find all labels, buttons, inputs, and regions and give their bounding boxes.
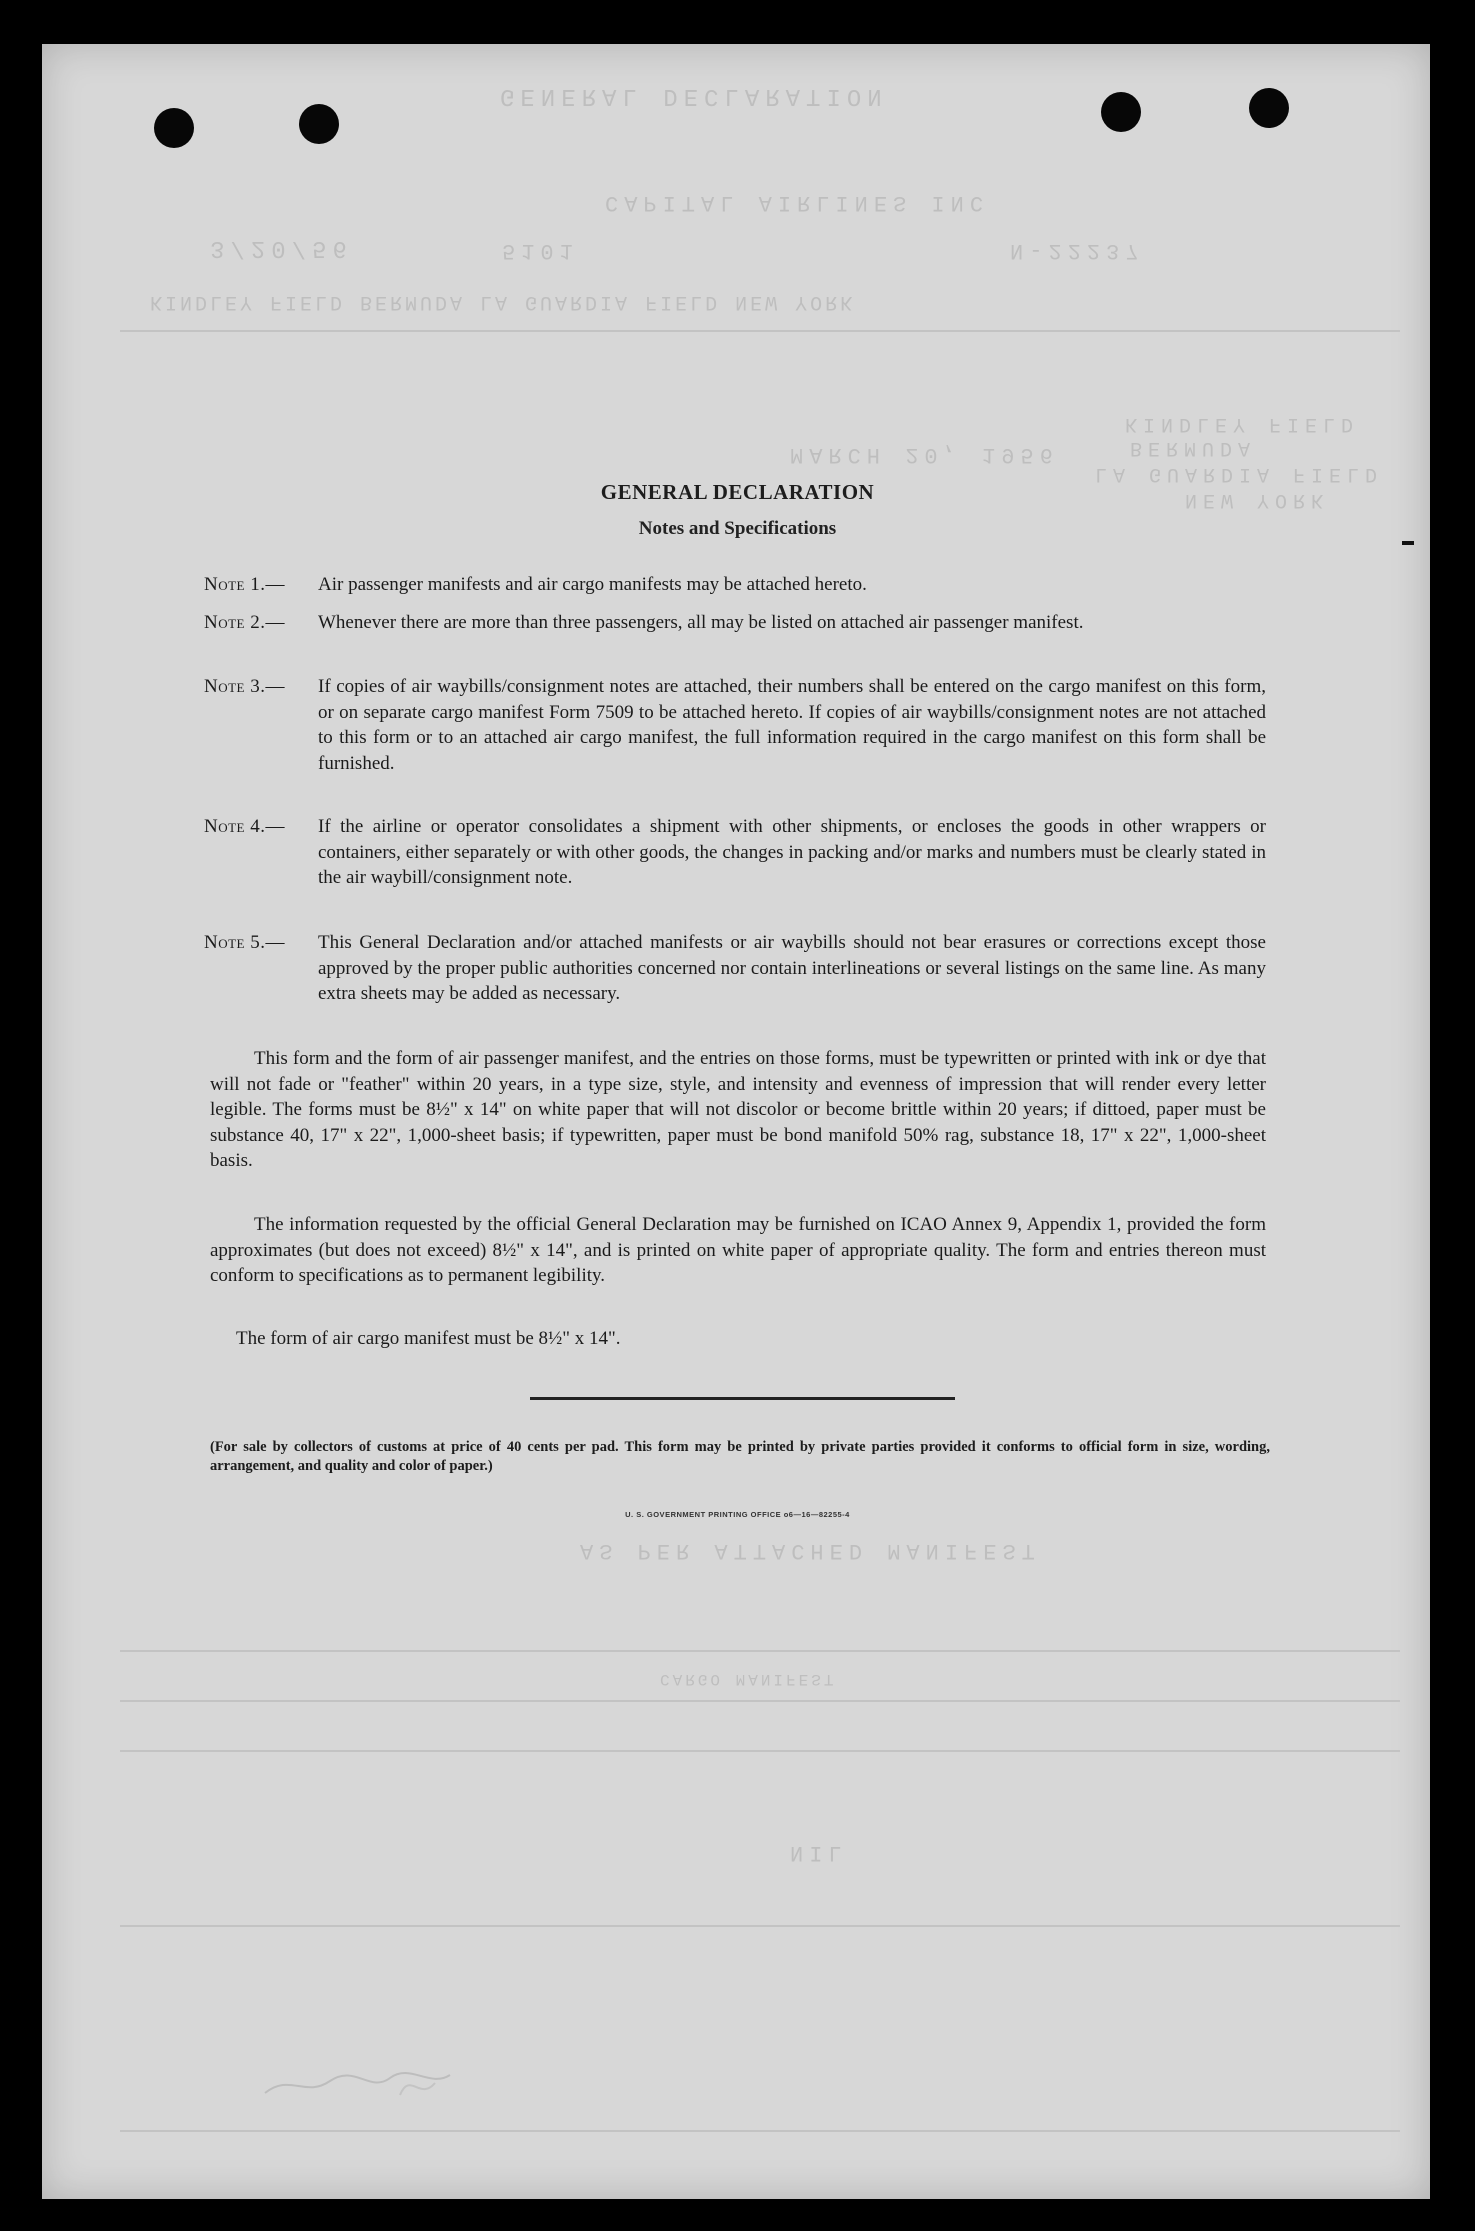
punch-hole-right-2 [1249,88,1289,128]
ghost-place-3: LA GUARDIA FIELD [1095,462,1384,485]
ghost-registration: N-22237 [1010,238,1145,263]
ghost-rule-2 [120,1650,1400,1652]
punch-hole-left-1 [154,108,194,148]
note-text: Whenever there are more than three passengers, all may be listed on attached air passenger manifest. [318,612,1084,633]
note-label: Note 3.— [204,676,285,697]
note-text: Air passenger manifests and air cargo manifests may be attached hereto. [318,574,867,595]
ghost-date-long: MARCH 20, 1956 [790,442,1059,467]
note-4 [204,814,1266,891]
ghost-airline: CAPITAL AIRLINES INC [605,190,990,215]
ghost-place-1: KINDLEY FIELD [1125,412,1360,435]
note-label: Note 1.— [204,574,285,595]
printer-line: U. S. GOVERNMENT PRINTING OFFICE o6—16—82255-4 [625,1510,850,1519]
ghost-flight: 5101 [502,238,579,263]
ghost-place-2: BERMUDA [1130,436,1257,459]
ghost-route: KINDLEY FIELD BERMUDA LA GUARDIA FIELD NEW YORK [150,290,856,313]
ghost-rule-5 [120,1925,1400,1927]
note-text: If the airline or operator consolidates a shipment with other shipments, or encloses the goods in other wrappers or containers, either separately or with other goods, the changes in packing and/or marks and numbers must be clearly stated in the air waybill/consignment note. [318,816,1266,888]
ghost-rule-3 [120,1700,1400,1702]
punch-hole-right-1 [1101,92,1141,132]
ghost-cargo-manifest: CARGO MANIFEST [660,1670,837,1688]
edge-mark [1402,541,1414,545]
cargo-manifest-paragraph: The form of air cargo manifest must be 8½" x 14". [236,1328,621,1349]
note-3 [204,674,1266,776]
ghost-date: 3/20/56 [210,234,353,261]
punch-hole-left-2 [299,104,339,144]
note-label: Note 5.— [204,932,285,953]
note-text: If copies of air waybills/consignment notes are attached, their numbers shall be entered on the cargo manifest on this form, or on separate cargo manifest Form 7509 to be attached hereto. If copies of air waybills/consignment notes are not attached to this form or to an attached air cargo manifest, the full information required in the cargo manifest on this form shall be furnished. [318,676,1266,774]
page-title: GENERAL DECLARATION [600,480,875,504]
icao-paragraph: The information requested by the official General Declaration may be furnished on ICAO Annex 9, Appendix 1, provided the form approximates (but does not exceed) 8½" x 14", and is printed on white paper of appropriate quality. The form and entries thereon must conform to specifications as to permanent legibility. [210,1214,1266,1286]
ghost-nil: NIL [790,1840,848,1865]
divider-rule [530,1397,955,1400]
ghost-rule-6 [120,2130,1400,2132]
note-label: Note 4.— [204,816,285,837]
signature-bleed [260,2063,480,2103]
note-label: Note 2.— [204,612,285,633]
ghost-rule-1 [120,330,1400,332]
ghost-header: GENERAL DECLARATION [500,82,888,109]
ghost-manifest: AS PER ATTACHED MANIFEST [580,1538,1041,1563]
note-1 [204,572,1266,598]
form-requirements-paragraph: This form and the form of air passenger manifest, and the entries on those forms, must be typewritten or printed with ink or dye that will not fade or "feather" within 20 years, in a type size, style, and intensity and evenness of impression that will render every letter legible. The forms must be 8½" x 14" on white paper that will not discolor or become brittle within 20 years; if dittoed, paper must be substance 40, 17" x 22", 1,000-sheet basis; if typewritten, paper must be bond manifold 50% rag, substance 18, 17" x 22", 1,000-sheet basis. [210,1048,1266,1171]
ghost-rule-4 [120,1750,1400,1752]
note-text: This General Declaration and/or attached manifests or air waybills should not bear erasures or corrections except those approved by the proper public authorities concerned nor contain interlineations or several listings on the same line. As many extra sheets may be added as necessary. [318,932,1266,1004]
note-5 [204,930,1266,1007]
page-subtitle: Notes and Specifications [638,518,837,539]
note-2 [204,610,1266,636]
ghost-place-4: NEW YORK [1185,488,1330,511]
sale-footnote: (For sale by collectors of customs at price of 40 cents per pad. This form may be printed by private parties provided it conforms to official form in size, wording, arrangement, and quality and color of paper.) [210,1439,1270,1474]
